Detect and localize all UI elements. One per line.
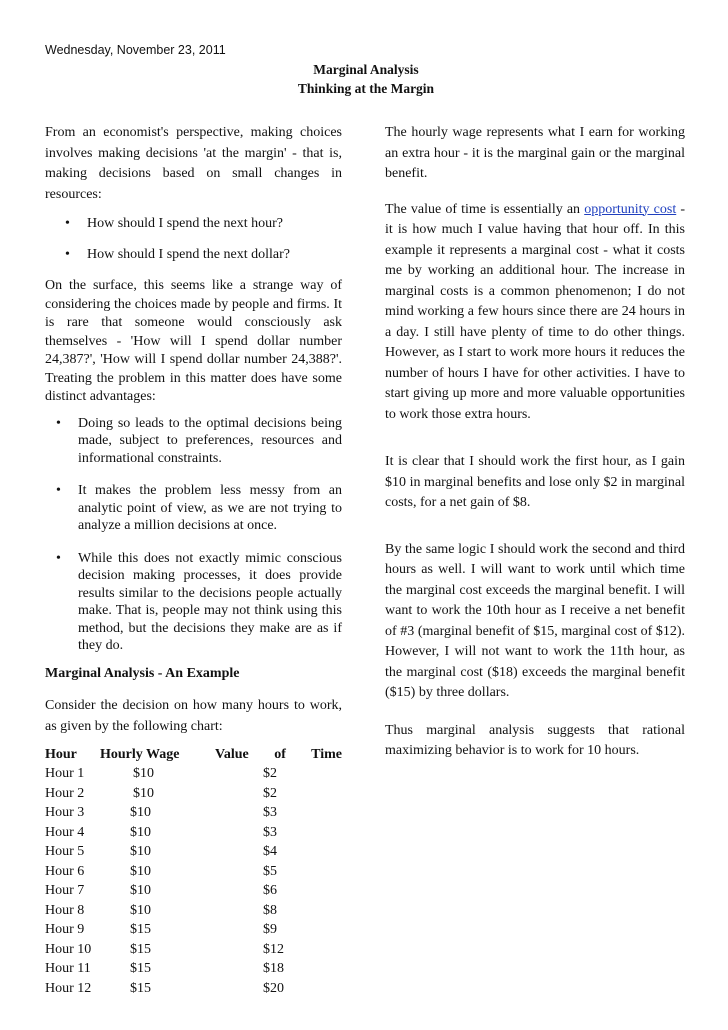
value-cell: $2: [263, 766, 277, 781]
table-row: [45, 864, 342, 884]
hour-cell: Hour 11: [45, 961, 91, 976]
table-row: [45, 805, 342, 825]
table-row: [45, 825, 342, 845]
value-cell: $3: [263, 805, 277, 820]
hour-cell: Hour 8: [45, 902, 85, 918]
list-item: • Doing so leads to the optimal decisions being made, subject to preferences, resources and informational constraints.: [56, 415, 342, 466]
conclusion-paragraph: Thus marginal analysis suggests that rational maximizing behavior is to work for 10 hours.: [385, 722, 685, 758]
bullet-icon: •: [56, 415, 61, 431]
wage-cell: $15: [130, 961, 151, 976]
table-row: [45, 942, 342, 962]
wage-cell: $10: [133, 785, 154, 801]
hour-cell: Hour 10: [45, 941, 92, 957]
value-cell: $20: [263, 980, 284, 996]
value-cell: $8: [263, 902, 277, 918]
list-item: • It makes the problem less messy from an analytic point of view, as we are not trying to analyze a million decisions at once.: [56, 483, 342, 533]
table-header-row: [45, 747, 342, 767]
table-row: [45, 961, 342, 981]
table-row: [45, 903, 342, 923]
hours-table: [45, 747, 342, 1001]
hour-cell: Hour 1: [45, 766, 85, 781]
hour-cell: Hour 5: [45, 844, 85, 859]
wage-paragraph: The hourly wage represents what I earn for working an extra hour - it is the marginal gain or the marginal benefit.: [385, 125, 685, 181]
surface-paragraph: On the surface, this seems like a strange way of considering the choices made by people and firms. It is rare that someone would consciously ask themselves - 'How will I spend dollar number 24,387?', 'How will I spend dollar number 24,388?'. Treating the problem in this matter does have some distinct advantages:: [45, 278, 342, 404]
bullet-icon: •: [56, 550, 61, 566]
bullet-icon: •: [65, 216, 70, 231]
wage-cell: $10: [133, 766, 154, 781]
question-list: [45, 215, 342, 277]
left-column: [45, 123, 342, 1000]
value-paragraph: The value of time is essentially an opportunity cost - it is how much I value having that hour off. In this example it represents a marginal cost - what it costs me by working an additional hour. The increase in marginal costs is a common phenomenon; I do not mind working a few hours since there are 24 hours in a day. I still have plenty of time to do other things. However, as I start to work more hours it reduces the number of hours I have for other activities. I have to start giving up more and more valuable opportunities to work those extra hours.: [385, 201, 686, 422]
table-row: [45, 922, 342, 942]
right-column: [385, 123, 685, 762]
value-cell: $9: [263, 922, 277, 937]
value-cell: $2: [263, 785, 277, 801]
opportunity-cost-link[interactable]: opportunity cost: [584, 201, 677, 217]
advantages-list: [45, 415, 342, 655]
document-subtitle: Thinking at the Margin: [297, 81, 435, 96]
bullet-icon: •: [56, 483, 61, 498]
value-cell: $3: [263, 824, 277, 840]
hour-cell: Hour 3: [45, 805, 85, 820]
table-row: [45, 883, 342, 903]
intro-paragraph: From an economist's perspective, making choices involves making decisions 'at the margin' - that is, making decisions based on small changes in resources:: [45, 125, 342, 202]
value-cell: $5: [263, 863, 277, 879]
wage-cell: $15: [130, 980, 151, 996]
wage-cell: $10: [130, 844, 151, 859]
hours-table-body: [45, 766, 342, 1000]
wage-cell: $10: [130, 863, 151, 879]
same-logic-paragraph: By the same logic I should work the second and third hours as well. I will want to work until which time the marginal cost exceeds the marginal benefit. I will want to work the 10th hour as I receive a net benefit of #3 (marginal benefit of $15, marginal cost of $12). However, I will not want to work the 11th hour, as the marginal cost ($18) exceeds the marginal benefit ($15) by three dollars.: [385, 541, 685, 700]
hour-cell: Hour 2: [45, 785, 85, 801]
wage-cell: $10: [130, 805, 151, 820]
example-heading: Marginal Analysis - An Example: [45, 665, 240, 681]
value-cell: $4: [263, 844, 277, 859]
wage-cell: $15: [130, 941, 151, 957]
table-row: [45, 981, 342, 1001]
value-cell: $12: [263, 941, 284, 957]
wage-cell: $15: [130, 922, 151, 937]
wage-cell: $10: [130, 902, 151, 918]
list-item: • While this does not exactly mimic conscious decision making processes, it does provide results similar to the decisions people actually make. That is, people may not think using this method, but the decisions they make are as if they do.: [56, 550, 342, 653]
list-item: • How should I spend the next hour?: [65, 216, 283, 231]
bullet-icon: •: [65, 247, 70, 262]
wage-cell: $10: [130, 824, 151, 840]
table-row: [45, 786, 342, 806]
header-value-of-time: Value of Time: [215, 746, 342, 762]
header-hour: Hour: [45, 746, 77, 762]
hour-cell: Hour 6: [45, 863, 85, 879]
table-row: [45, 844, 342, 864]
hour-cell: Hour 7: [45, 883, 85, 898]
hour-cell: Hour 9: [45, 922, 85, 937]
header-hourly-wage: Hourly Wage: [100, 746, 180, 762]
document-title: Marginal Analysis: [313, 62, 419, 77]
first-hour-paragraph: It is clear that I should work the first hour, as I gain $10 in marginal benefits and lose only $2 in marginal costs, for a net gain of $8.: [385, 454, 685, 510]
hour-cell: Hour 12: [45, 980, 92, 996]
date-line: Wednesday, November 23, 2011: [45, 43, 226, 57]
value-cell: $18: [263, 961, 284, 976]
table-row: [45, 766, 342, 786]
example-intro: Consider the decision on how many hours to work, as given by the following chart:: [45, 697, 342, 734]
value-cell: $6: [263, 883, 277, 898]
hour-cell: Hour 4: [45, 824, 85, 840]
list-item: • How should I spend the next dollar?: [65, 247, 290, 262]
wage-cell: $10: [130, 883, 151, 898]
